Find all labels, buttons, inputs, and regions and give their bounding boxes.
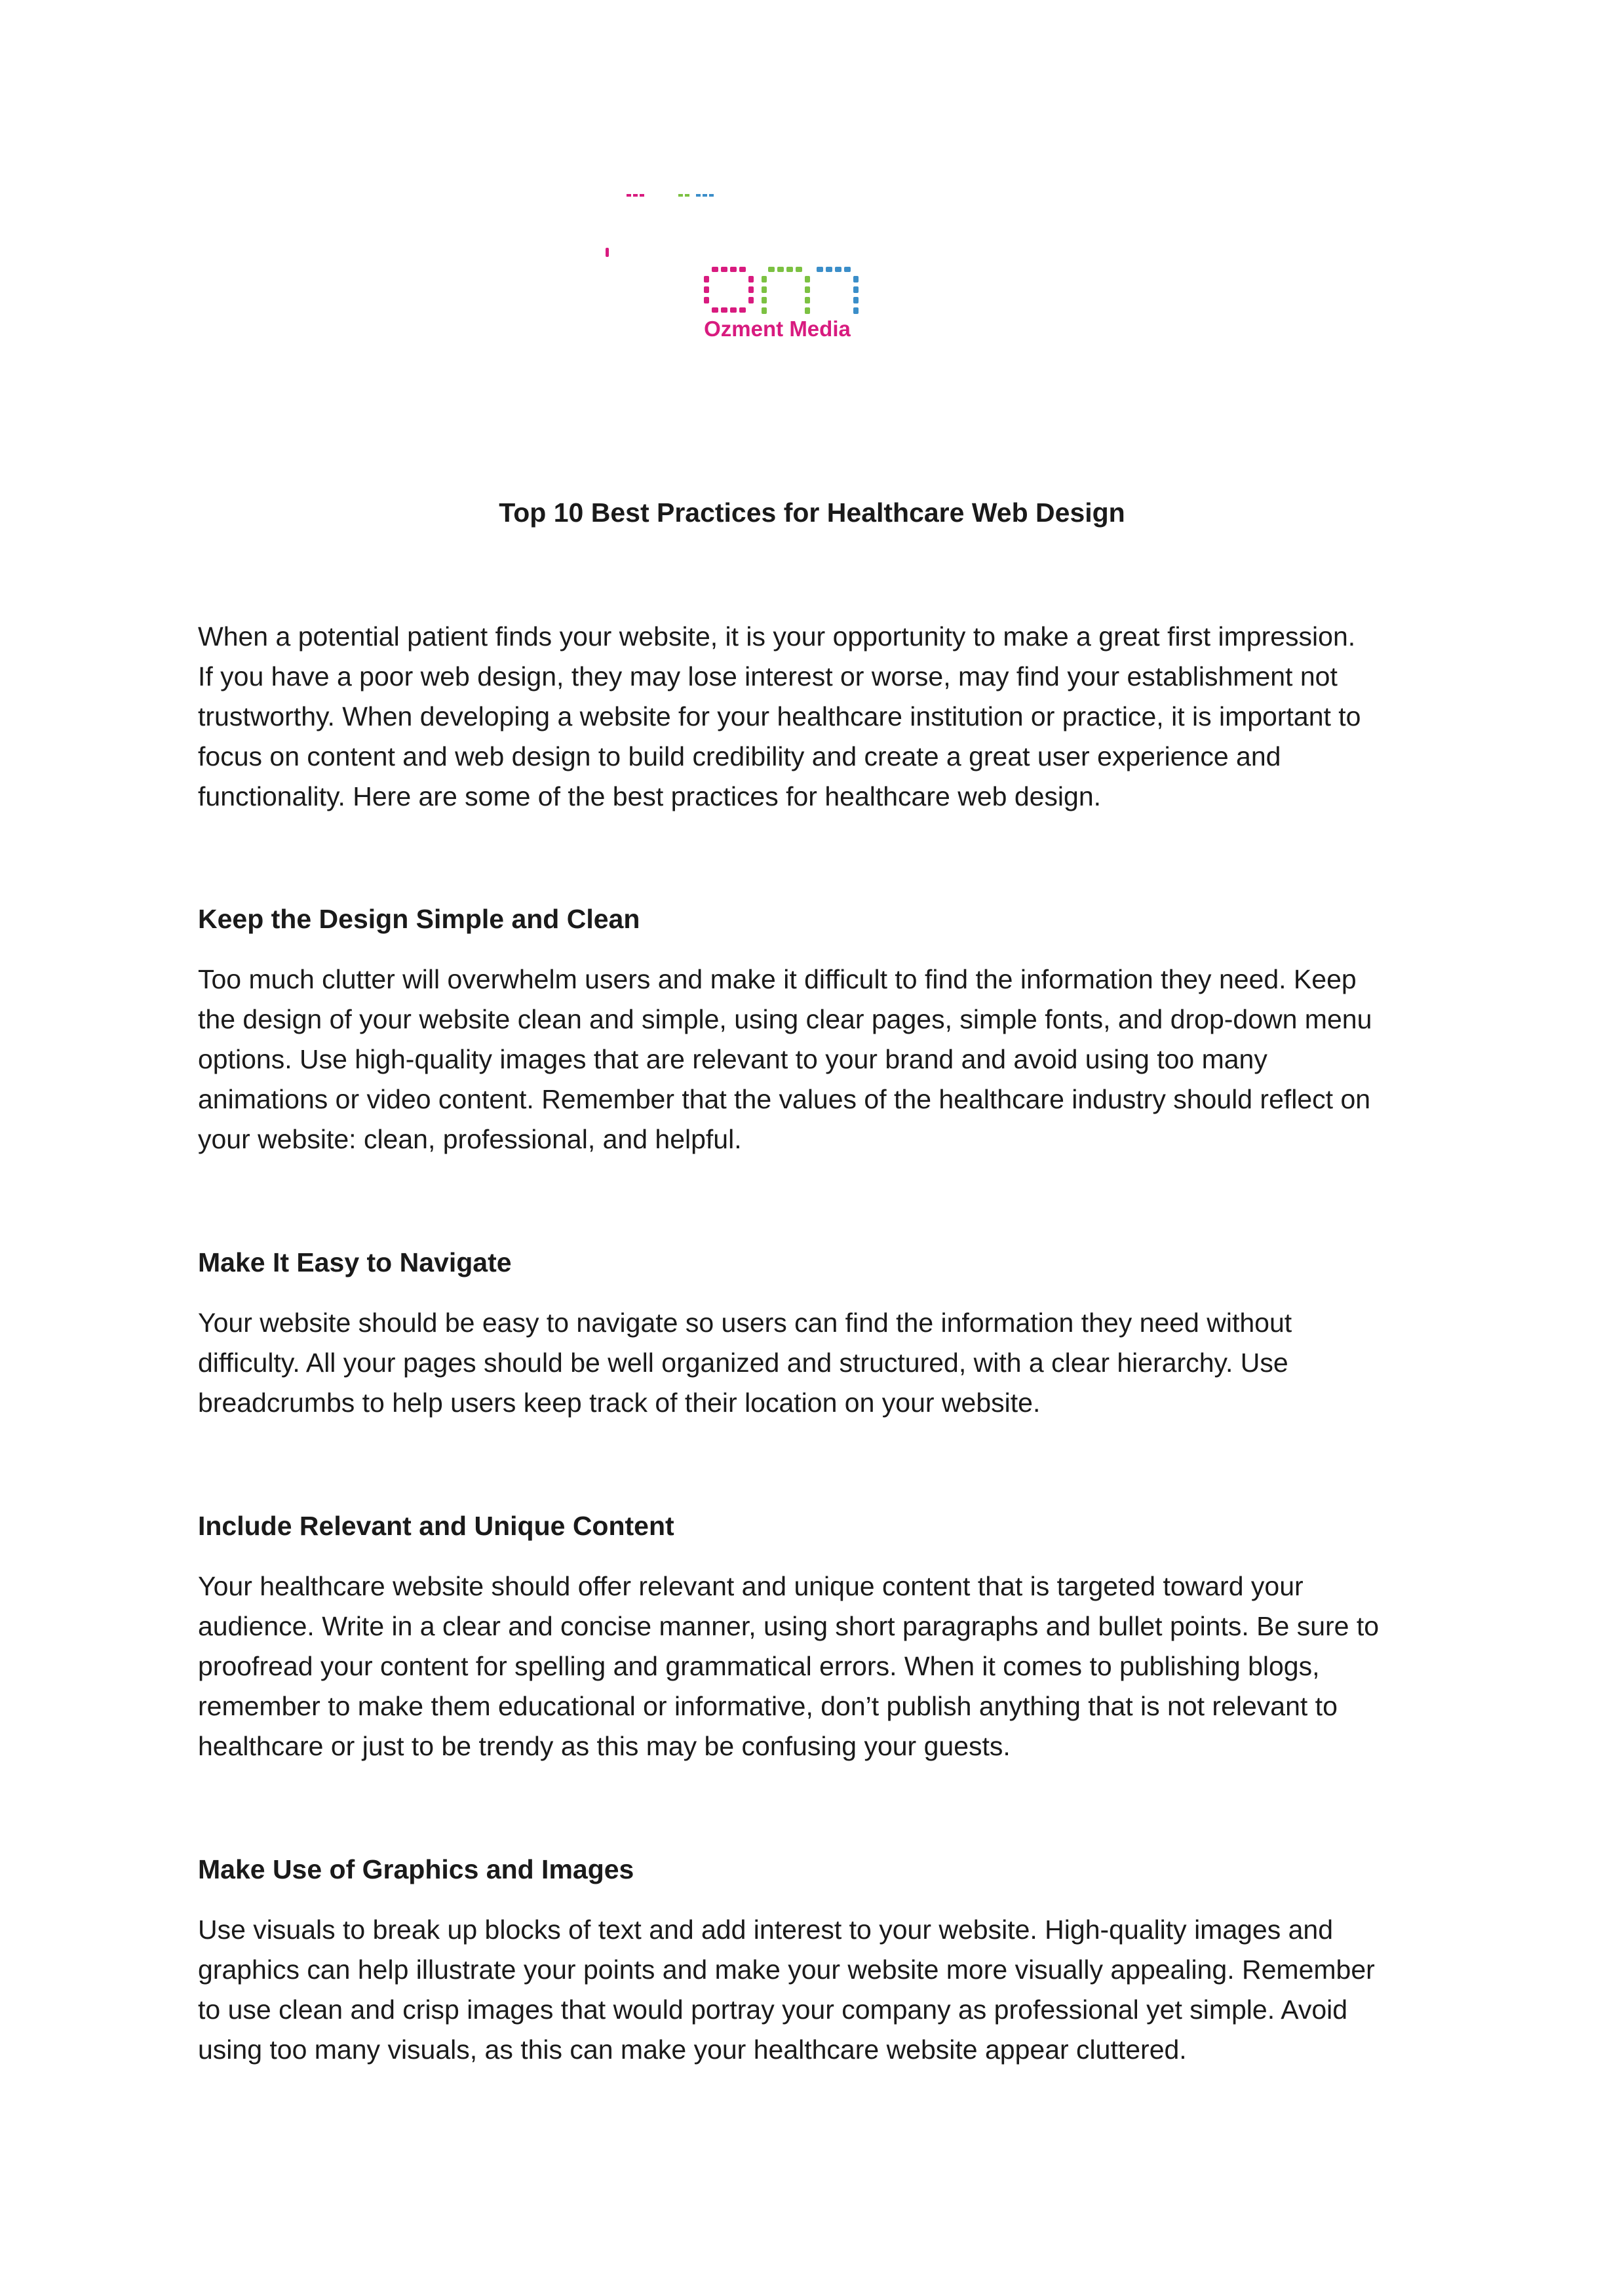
text-line: If you have a poor web design, they may lose interest or worse, may find your establishment not xyxy=(198,661,1338,691)
text-line: Your website should be easy to navigate so users can find the information they need without xyxy=(198,1308,1292,1338)
text-line: focus on content and web design to build credibility and create a great user experience and xyxy=(198,741,1281,771)
text-line: trustworthy. When developing a website for your healthcare institution or practice, it is important to xyxy=(198,701,1361,731)
text-line: breadcrumbs to help users keep track of their location on your website. xyxy=(198,1388,1041,1418)
logo-top-marks xyxy=(606,194,714,257)
section-heading: Make It Easy to Navigate xyxy=(198,1247,512,1277)
section-paragraph xyxy=(198,1303,1443,1423)
logo-letter-m-left xyxy=(762,267,810,314)
logo-brand-name: Ozment Media xyxy=(704,317,851,341)
section-paragraph xyxy=(198,1910,1443,2070)
text-line: difficulty. All your pages should be well organized and structured, with a clear hierarchy. Use xyxy=(198,1348,1288,1378)
text-line: options. Use high-quality images that are relevant to your brand and avoid using too many xyxy=(198,1044,1267,1074)
section-heading: Keep the Design Simple and Clean xyxy=(198,904,640,934)
section-paragraph xyxy=(198,960,1443,1159)
section-heading: Include Relevant and Unique Content xyxy=(198,1511,674,1541)
brand-logo xyxy=(590,187,904,344)
intro-paragraph xyxy=(198,617,1443,817)
logo-letter-o xyxy=(704,267,754,313)
text-line: remember to make them educational or informative, don’t publish anything that is not relevant to xyxy=(198,1691,1338,1721)
text-line: to use clean and crisp images that would portray your company as professional yet simple. Avoid xyxy=(198,1994,1348,2025)
text-line: When a potential patient finds your website, it is your opportunity to make a great first impression. xyxy=(198,621,1356,652)
section-paragraph xyxy=(198,1566,1443,1766)
logo-letter-m-right xyxy=(817,267,859,314)
text-line: healthcare or just to be trendy as this may be confusing your guests. xyxy=(198,1731,1011,1761)
text-line: Your healthcare website should offer relevant and unique content that is targeted toward your xyxy=(198,1571,1304,1601)
text-line: audience. Write in a clear and concise manner, using short paragraphs and bullet points. Be sure to xyxy=(198,1611,1380,1641)
section-heading: Make Use of Graphics and Images xyxy=(198,1854,634,1884)
text-line: the design of your website clean and simple, using clear pages, simple fonts, and drop-down menu xyxy=(198,1004,1372,1034)
document-title: Top 10 Best Practices for Healthcare Web Design xyxy=(499,497,1125,528)
text-line: using too many visuals, as this can make your healthcare website appear cluttered. xyxy=(198,2034,1187,2065)
om-monogram-icon xyxy=(590,187,904,344)
text-line: Use visuals to break up blocks of text and add interest to your website. High-quality images and xyxy=(198,1915,1334,1945)
text-line: graphics can help illustrate your points and make your website more visually appealing. Remember xyxy=(198,1955,1375,1985)
text-line: proofread your content for spelling and grammatical errors. When it comes to publishing blogs, xyxy=(198,1651,1320,1681)
text-line: functionality. Here are some of the best practices for healthcare web design. xyxy=(198,781,1102,811)
text-line: your website: clean, professional, and helpful. xyxy=(198,1124,742,1154)
text-line: Too much clutter will overwhelm users and make it difficult to find the information they need. Keep xyxy=(198,964,1357,994)
text-line: animations or video content. Remember that the values of the healthcare industry should reflect on xyxy=(198,1084,1371,1114)
